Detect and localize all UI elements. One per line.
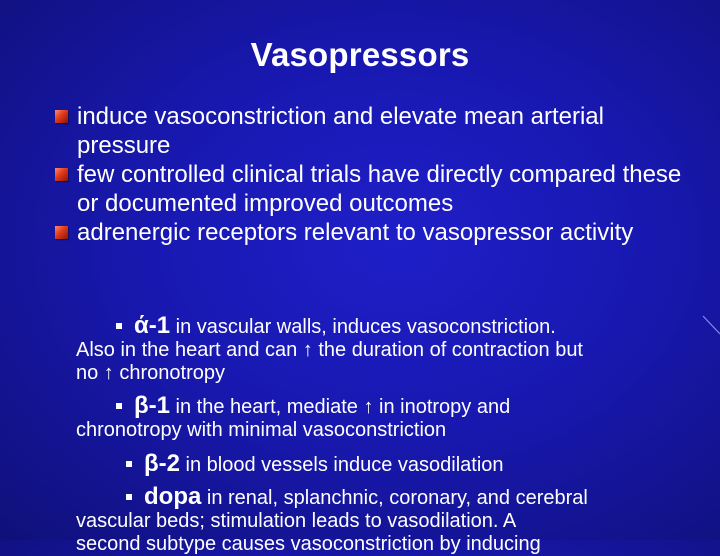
bullet-list: [52, 102, 702, 247]
receptor-label: β-1: [134, 392, 170, 419]
receptor-beta2-item: [76, 452, 706, 477]
bullet-square-icon: [55, 226, 68, 239]
sub-first-line: [76, 452, 706, 477]
sub-first-line: [76, 485, 706, 510]
bullet-item: [52, 160, 702, 218]
sub-bullet-icon: [126, 494, 132, 500]
receptor-alpha1-item: [76, 314, 706, 385]
slide-title: Vasopressors: [250, 36, 470, 73]
receptor-description: in vascular walls, induces vasoconstriction.: [170, 316, 556, 338]
receptor-description-line: chronotropy with minimal vasoconstriction: [76, 419, 447, 441]
receptor-label: β-2: [144, 450, 180, 477]
sub-bullet-icon: [116, 403, 122, 409]
receptor-description: in blood vessels induce vasodilation: [180, 454, 504, 476]
bullet-text: induce vasoconstriction and elevate mean arterial pressure: [77, 103, 604, 159]
receptor-label: dopa: [144, 483, 202, 510]
receptor-dopa-item: [76, 485, 706, 556]
sub-bullet-icon: [126, 461, 132, 467]
bullet-square-icon: [55, 110, 68, 123]
bullet-text: adrenergic receptors relevant to vasopressor activity: [77, 219, 634, 246]
receptor-description-line: Also in the heart and can ↑ the duration of contraction but: [76, 339, 583, 361]
sub-bullet-icon: [116, 323, 122, 329]
sub-first-line: [76, 314, 706, 339]
bullet-item: [52, 218, 702, 247]
sub-first-line: [76, 394, 706, 419]
receptor-description-line: no ↑ chronotropy: [76, 362, 225, 384]
receptor-description: in renal, splanchnic, coronary, and cerebral: [201, 487, 588, 509]
receptor-description-line: second subtype causes vasoconstriction by inducing: [76, 533, 541, 555]
receptor-description-line: vascular beds; stimulation leads to vasodilation. A: [76, 510, 517, 532]
receptor-beta1-item: [76, 394, 706, 442]
bullet-item: [52, 102, 702, 160]
bullet-text: few controlled clinical trials have directly compared these or documented improved outcomes: [77, 161, 682, 217]
receptor-description: in the heart, mediate ↑ in inotropy and: [170, 396, 511, 418]
receptor-label: ά-1: [134, 312, 171, 339]
bullet-square-icon: [55, 168, 68, 181]
